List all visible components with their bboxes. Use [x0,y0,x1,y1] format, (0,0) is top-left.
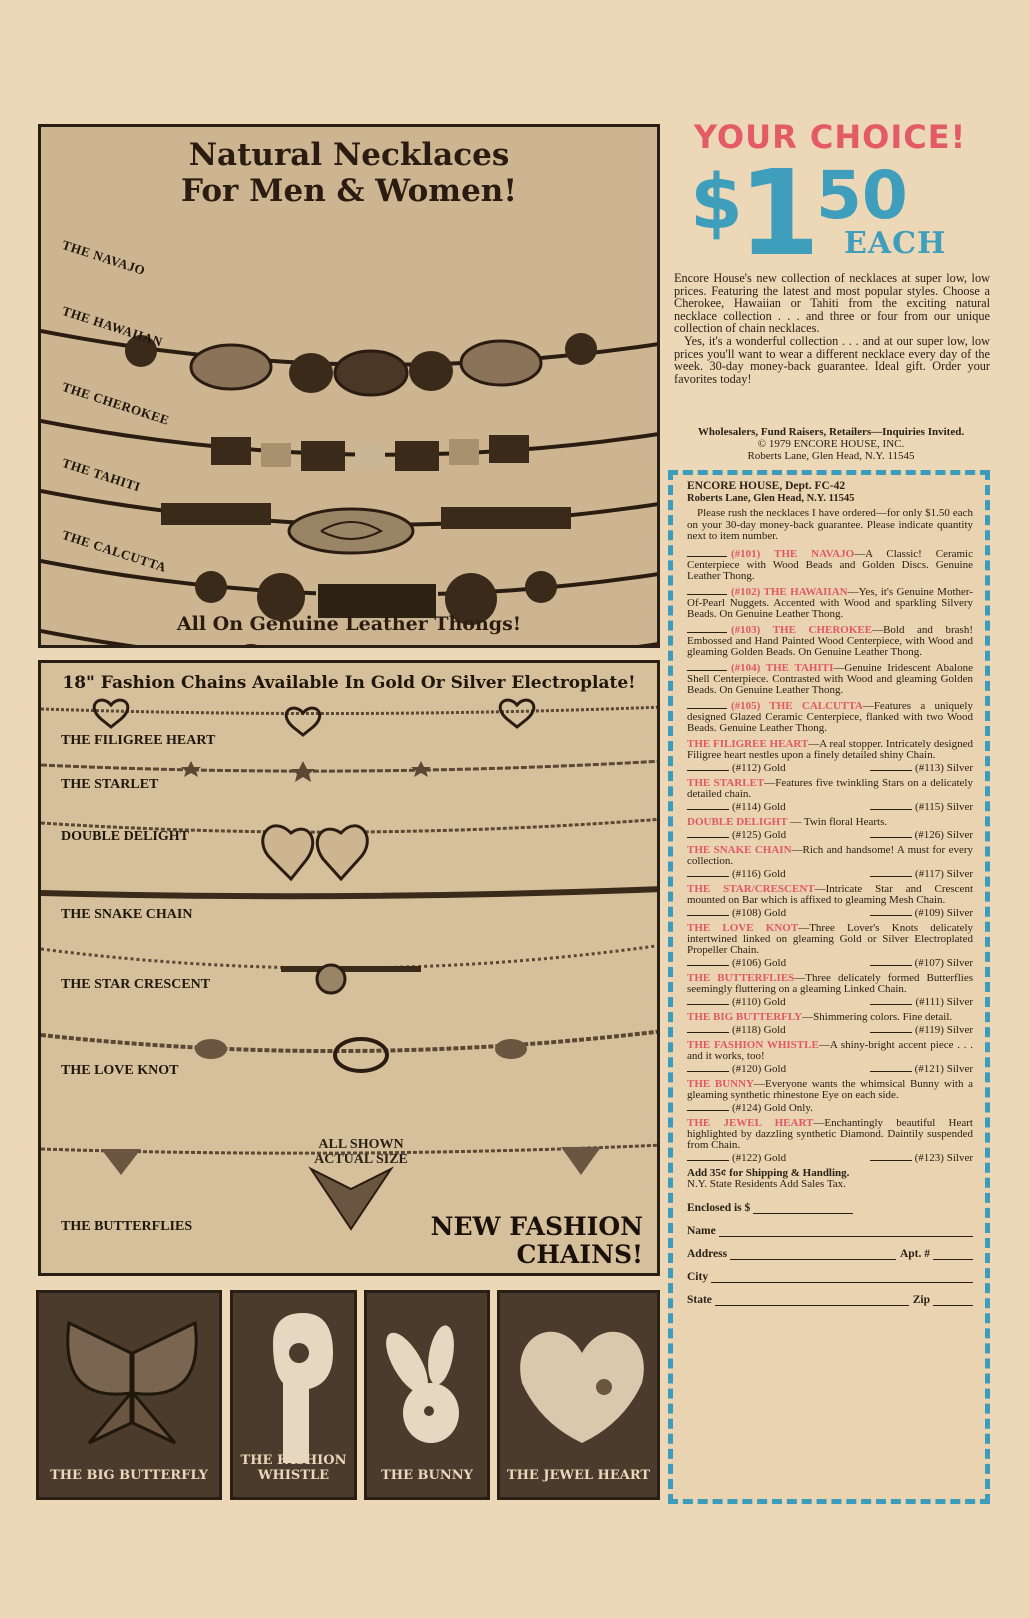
gold-silver-options [687,762,973,774]
gold-option [687,957,786,969]
actual-size-note: ALL SHOWN ACTUAL SIZE [314,1137,408,1167]
address-row [687,1248,973,1260]
leather-thongs-caption: All On Genuine Leather Thongs! [176,613,522,635]
silver-option [870,1024,973,1036]
cherokee-necklace-image [38,487,660,557]
title-line-2: For Men & Women! [181,173,517,209]
intro-paragraph-2: Yes, it's a wonderful collection . . . and at our super low, low prices you'll want to wear a different necklace every day of the week. 30-day money-back guarantee. Ideal gift. Order your favorites today! [674,333,990,386]
enclosed-row [687,1202,973,1214]
label-tahiti: THE TAHITI [60,455,143,495]
gold-quantity-field[interactable] [687,809,729,810]
hawaiian-necklace-image [38,417,660,477]
snake-chain-image [41,885,660,905]
order-item-cherokee [687,625,973,658]
gold-quantity-field[interactable] [687,965,729,966]
label-filigree-heart: THE FILIGREE HEART [61,733,216,748]
order-item-chain [687,1118,973,1164]
chain-item-list [687,739,973,1164]
gold-label: (#106) Gold [732,956,787,969]
price-cents: 50 [816,157,908,234]
order-item-chain [687,817,973,841]
label-double-delight: DOUBLE DELIGHT [61,829,189,844]
silver-option [870,907,973,919]
form-instructions: Please rush the necklaces I have ordered—for only $1.50 each on your 30-day money-back guarantee. Please indicate quantity next to item number. [687,507,973,542]
silver-quantity-field[interactable] [870,915,912,916]
silver-quantity-field[interactable] [870,1004,912,1005]
label-calcutta: THE CALCUTTA [60,527,169,575]
item-name: THE FASHION WHISTLE [687,1038,819,1051]
item-description: —A Classic! Ceramic Centerpiece with Wood Beads and Golden Discs. Genuine Leather Thong. [687,547,973,582]
apt-label: Apt. # [899,1247,930,1260]
star-crescent-chain-image [41,939,660,1003]
gold-option [687,1102,813,1114]
item-name: (#103) THE CHEROKEE [731,623,873,636]
item-description: —Intricate Star and Crescent mounted on Bar which is affixed to gleaming Mesh Chain. [687,882,973,906]
item-name: (#105) THE CALCUTTA [731,699,863,712]
silver-quantity-field[interactable] [870,876,912,877]
fashion-chains-title: 18" Fashion Chains Available In Gold Or Silver Electroplate! [62,673,636,693]
item-description: —Three delicately formed Butterflies seemingly fluttering on a gleaming Linked Chain. [687,971,973,995]
name-row [687,1225,973,1237]
item-name: THE LOVE KNOT [687,921,799,934]
shipping-note [687,1168,973,1191]
item-name: THE SNAKE CHAIN [687,843,792,856]
quantity-field[interactable] [687,632,727,633]
natural-necklaces-title [41,137,657,209]
item-description: —Bold and brash! Embossed and Hand Painted Wood Centerpiece, with Wood and gleaming Golden Beads. On Genuine Leather Thong. [687,623,973,658]
new-fashion-line-1: NEW FASHION [430,1212,643,1241]
label-butterflies: THE BUTTERFLIES [61,1219,193,1234]
copyright-line: © 1979 ENCORE HOUSE, INC. [757,438,905,450]
item-description: —Yes, it's Genuine Mother-Of-Pearl Nuggets. Accented with Wood and sparkling Silvery Beads. On Genuine Leather Thong. [687,585,973,620]
new-fashion-line-2: CHAINS! [516,1240,643,1269]
gold-quantity-field[interactable] [687,1071,729,1072]
label-navajo: THE NAVAJO [60,237,148,279]
order-item-chain [687,845,973,880]
item-name: THE BUNNY [687,1077,754,1090]
double-delight-chain-image [41,813,660,893]
wholesale-line: Wholesalers, Fund Raisers, Retailers—Inquiries Invited. [697,426,965,438]
quantity-field[interactable] [687,708,727,709]
item-name: (#102) THE HAWAIIAN [731,585,848,598]
gold-silver-options [687,1063,973,1075]
order-item-chain [687,1040,973,1075]
item-description: —A shiny-bright accent piece . . . and it works, too! [687,1038,973,1062]
gold-quantity-field[interactable] [687,876,729,877]
name-field[interactable] [719,1225,973,1237]
gold-silver-options [687,868,973,880]
order-item-navajo [687,549,973,582]
address-field[interactable] [730,1248,896,1260]
gold-quantity-field[interactable] [687,837,729,838]
gold-quantity-field[interactable] [687,770,729,771]
order-item-chain [687,739,973,774]
gold-label: (#125) Gold [732,828,787,841]
item-description: —Shimmering colors. Fine detail. [802,1010,953,1023]
order-item-calcutta [687,701,973,734]
gold-label: (#110) Gold [732,995,786,1008]
apt-field[interactable] [933,1248,973,1260]
gold-label: (#120) Gold [732,1062,787,1075]
gold-option [687,1063,786,1075]
label-starlet: THE STARLET [61,777,159,792]
intro-copy [674,272,990,385]
item-name: (#104) THE TAHITI [731,661,834,674]
silver-quantity-field[interactable] [870,809,912,810]
gold-quantity-field[interactable] [687,1110,729,1111]
silver-quantity-field[interactable] [870,965,912,966]
item-description: —Everyone wants the whimsical Bunny with a gleaming synthetic rhinestone Eye on each side. [687,1077,973,1101]
item-description: —Genuine Iridescent Abalone Shell Centerpiece. Contrasted with Wood and gleaming Golden Beads. On Genuine Leather Thong. [687,661,973,696]
label-hawaiian: THE HAWAIIAN [60,303,165,350]
price-dollars: 1 [738,144,821,282]
item-description: —A real stopper. Intricately designed Filigree heart nestles upon a finely detailed shiny Chain. [687,737,973,761]
fashion-whistle-photo [230,1290,357,1500]
item-description: —Features a uniquely designed Glazed Ceramic Centerpiece, flanked with two Wood Beads. Genuine Leather Thong. [687,699,973,734]
gold-label: (#114) Gold [732,800,786,813]
state-row [687,1294,973,1306]
state-label: State [687,1293,712,1306]
item-description: —Rich and handsome! A must for every collection. [687,843,973,867]
natural-necklaces-panel [38,124,660,648]
quantity-field[interactable] [687,594,727,595]
gold-label: (#108) Gold [732,906,787,919]
item-name: THE BUTTERFLIES [687,971,795,984]
city-label: City [687,1270,709,1283]
item-name: THE BIG BUTTERFLY [687,1010,803,1023]
silver-label: (#123) Silver [914,1151,973,1164]
name-label: Name [687,1224,716,1237]
gold-label: (#116) Gold [732,867,786,880]
jewel-heart-photo [497,1290,660,1500]
silver-option [870,829,973,841]
item-description: —Three Lover's Knots delicately intertwined linked on gleaming Gold or Silver Electroplated Propeller Chain. [687,921,974,956]
silver-option [870,1063,973,1075]
price-dollar-sign: $ [690,157,743,246]
item-name: THE FILIGREE HEART [687,737,809,750]
silver-label: (#115) Silver [915,800,973,813]
gold-silver-options [687,829,973,841]
natural-item-list [687,549,973,734]
label-cherokee: THE CHEROKEE [60,379,172,428]
enclosed-label: Enclosed is $ [687,1201,751,1214]
gold-silver-options [687,907,973,919]
silver-quantity-field[interactable] [870,770,912,771]
price-display [690,144,980,282]
gold-option [687,1024,786,1036]
order-item-hawaiian [687,587,973,620]
order-item-chain [687,778,973,813]
silver-option [870,801,973,813]
label-star-crescent: THE STAR CRESCENT [61,977,211,992]
state-field[interactable] [715,1294,909,1306]
silver-label: (#109) Silver [914,906,973,919]
tax-text: N.Y. State Residents Add Sales Tax. [687,1178,846,1190]
item-description: —Features five twinkling Stars on a delicately detailed chain. [687,776,973,800]
gold-quantity-field[interactable] [687,1032,729,1033]
gold-option [687,1152,786,1164]
gold-option [687,829,786,841]
item-name: THE JEWEL HEART [687,1116,814,1129]
your-choice-headline: YOUR CHOICE! [693,118,967,156]
zip-label: Zip [912,1293,930,1306]
zip-field[interactable] [933,1294,973,1306]
silver-quantity-field[interactable] [870,837,912,838]
silver-label: (#119) Silver [915,1023,973,1036]
silver-option [870,762,973,774]
item-description: —Enchantingly beautiful Heart highlighted by dazzling synthetic Diamond. Daintily suspended from Chain. [687,1116,973,1151]
gold-label: (#122) Gold [732,1151,787,1164]
gold-option [687,907,786,919]
wholesale-notice [672,426,990,462]
pendant-caption: THE JEWEL HEART [506,1468,651,1483]
gold-silver-options [687,1024,973,1036]
title-line-1: Natural Necklaces [188,137,510,173]
city-row [687,1271,973,1283]
order-item-chain [687,884,973,919]
gold-label: (#118) Gold [732,1023,786,1036]
address-line: Roberts Lane, Glen Head, N.Y. 11545 [747,450,915,462]
order-item-tahiti [687,663,973,696]
pendant-caption: THE BIG BUTTERFLY [50,1468,208,1483]
silver-label: (#117) Silver [915,867,973,880]
gold-option [687,762,786,774]
order-item-chain [687,973,973,1008]
new-fashion-chains-banner [431,1213,643,1269]
gold-quantity-field[interactable] [687,915,729,916]
gold-silver-options [687,801,973,813]
label-snake-chain: THE SNAKE CHAIN [61,907,193,922]
item-name: THE STARLET [687,776,765,789]
label-love-knot: THE LOVE KNOT [61,1063,179,1078]
gold-option [687,996,786,1008]
silver-quantity-field[interactable] [870,1160,912,1161]
silver-option [870,996,973,1008]
gold-silver-options [687,996,973,1008]
silver-option [870,957,973,969]
item-name: THE STAR/CRESCENT [687,882,815,895]
gold-quantity-field[interactable] [687,1160,729,1161]
silver-label: (#126) Silver [914,828,973,841]
item-name: DOUBLE DELIGHT [687,815,788,828]
big-butterfly-photo [36,1290,222,1500]
order-coupon [668,470,990,1504]
silver-quantity-field[interactable] [870,1071,912,1072]
gold-silver-options [687,957,973,969]
silver-label: (#111) Silver [915,995,973,1008]
intro-paragraph-1: Encore House's new collection of necklaces at super low, low prices. Featuring the latest and most popular styles. Choose a Cherokee, Hawaiian or Tahiti from the exciting natural necklace collection . . . and three or four from our unique collection of chain necklaces. [674,271,990,336]
silver-label: (#121) Silver [914,1062,973,1075]
silver-quantity-field[interactable] [870,1032,912,1033]
price-each: EACH [844,226,947,261]
gold-quantity-field[interactable] [687,1004,729,1005]
silver-option [870,1152,973,1164]
order-item-chain [687,1012,973,1036]
form-company: ENCORE HOUSE, Dept. FC-42 [687,480,846,492]
bunny-photo [364,1290,490,1500]
gold-label: (#112) Gold [732,761,786,774]
order-item-chain [687,1079,973,1114]
quantity-field[interactable] [687,556,727,557]
enclosed-amount-field[interactable] [753,1202,853,1214]
gold-silver-options [687,1102,973,1114]
silver-option [870,868,973,880]
fashion-chains-panel [38,660,660,1276]
gold-option [687,868,786,880]
gold-option [687,801,786,813]
address-label: Address [687,1247,728,1260]
city-field[interactable] [711,1271,973,1283]
silver-label: (#107) Silver [914,956,973,969]
gold-label: (#124) Gold Only. [732,1101,813,1114]
item-description: — Twin floral Hearts. [787,815,888,828]
item-name: (#101) THE NAVAJO [731,547,855,560]
gold-silver-options [687,1152,973,1164]
shipping-text: Add 35¢ for Shipping & Handling. [687,1166,850,1179]
silver-label: (#113) Silver [915,761,973,774]
pendant-caption: THE FASHION WHISTLE [240,1453,347,1483]
order-item-chain [687,923,973,969]
form-company-address: Roberts Lane, Glen Head, N.Y. 11545 [687,492,855,504]
pendant-caption: THE BUNNY [381,1468,473,1483]
quantity-field[interactable] [687,670,727,671]
